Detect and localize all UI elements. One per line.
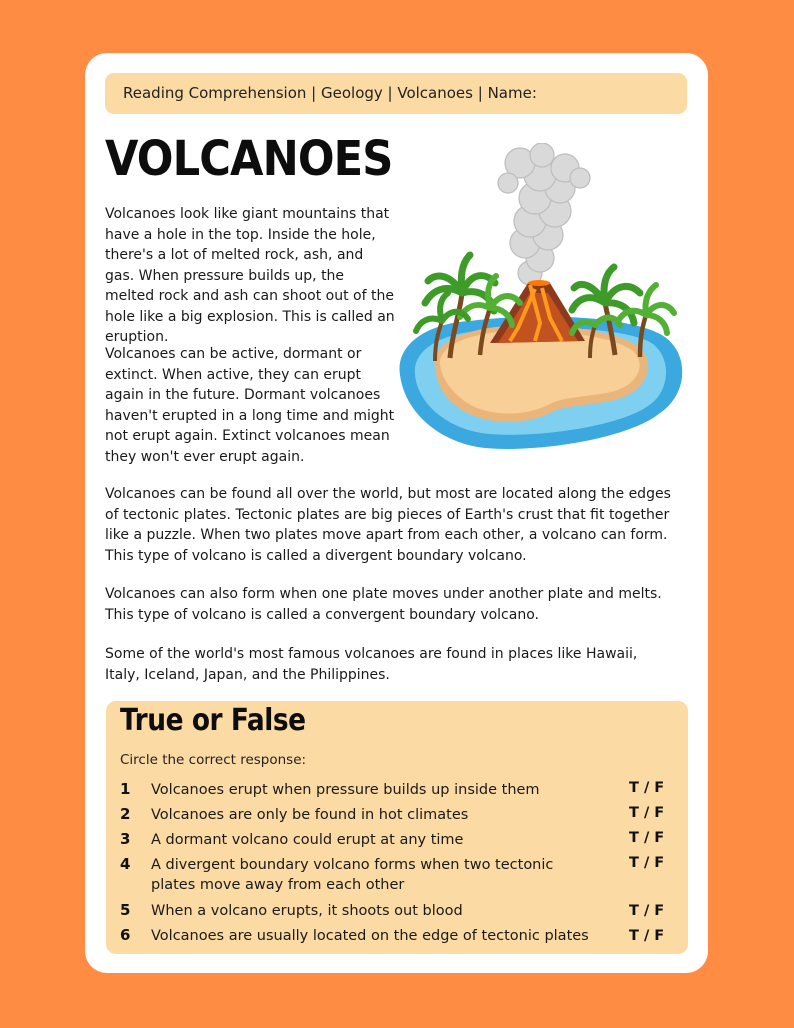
question-number: 4 bbox=[120, 855, 131, 873]
true-false-choice[interactable]: T / F bbox=[629, 903, 665, 919]
question-text: When a volcano erupts, it shoots out blood bbox=[151, 903, 463, 919]
page-title: VOLCANOES bbox=[105, 131, 393, 187]
true-false-choice[interactable]: T / F bbox=[629, 928, 665, 944]
paragraph-convergent: Volcanoes can also form when one plate moves under another plate and melts. This type of volcano is called a convergent boundary volcano. bbox=[105, 586, 662, 623]
worksheet-card bbox=[85, 53, 708, 973]
question-number: 3 bbox=[120, 830, 131, 848]
question-text: Volcanoes are only be found in hot climates bbox=[151, 807, 469, 823]
true-false-choice[interactable]: T / F bbox=[629, 830, 665, 846]
paragraph-intro: Volcanoes look like giant mountains that have a hole in the top. Inside the hole, there's a lot of melted rock, ash, and gas. When pressure builds up, the melted rock and ash can shoot out of the hole like a big explosion. This is called an eruption. bbox=[105, 206, 395, 345]
true-false-choice[interactable]: T / F bbox=[629, 780, 665, 796]
question-text: Volcanoes are usually located on the edge of tectonic plates bbox=[151, 928, 589, 944]
question-number: 5 bbox=[120, 901, 131, 919]
paragraph-divergent: Volcanoes can be found all over the world, but most are located along the edges of tectonic plates. Tectonic plates are big pieces of Earth's crust that fit together like a puzzle. When two plates move apart from each other, a volcano can form. This type of volcano is called a divergent boundary volcano. bbox=[105, 486, 671, 564]
volcano-island-illustration bbox=[390, 143, 690, 463]
question-number: 1 bbox=[120, 780, 131, 798]
question-number: 2 bbox=[120, 805, 131, 823]
question-number: 6 bbox=[120, 926, 131, 944]
quiz-title: True or False bbox=[120, 703, 306, 738]
quiz-instructions: Circle the correct response: bbox=[120, 752, 307, 768]
question-text: A dormant volcano could erupt at any time bbox=[151, 832, 464, 848]
paragraph-types: Volcanoes can be active, dormant or extinct. When active, they can erupt again in the future. Dormant volcanoes haven't erupted in a long time and might not erupt again. Extinct volcanoes mean they won't ever erupt again. bbox=[105, 346, 395, 465]
breadcrumb: Reading Comprehension | Geology | Volcanoes | Name: bbox=[123, 84, 537, 102]
true-false-choice[interactable]: T / F bbox=[629, 855, 665, 871]
header-bar bbox=[105, 73, 687, 114]
question-text: Volcanoes erupt when pressure builds up inside them bbox=[151, 782, 540, 798]
true-false-panel bbox=[106, 701, 688, 954]
true-false-choice[interactable]: T / F bbox=[629, 805, 665, 821]
question-text: A divergent boundary volcano forms when two tectonic plates move away from each other bbox=[151, 857, 554, 893]
paragraph-famous: Some of the world's most famous volcanoes are found in places like Hawaii, Italy, Iceland, Japan, and the Philippines. bbox=[105, 646, 638, 683]
